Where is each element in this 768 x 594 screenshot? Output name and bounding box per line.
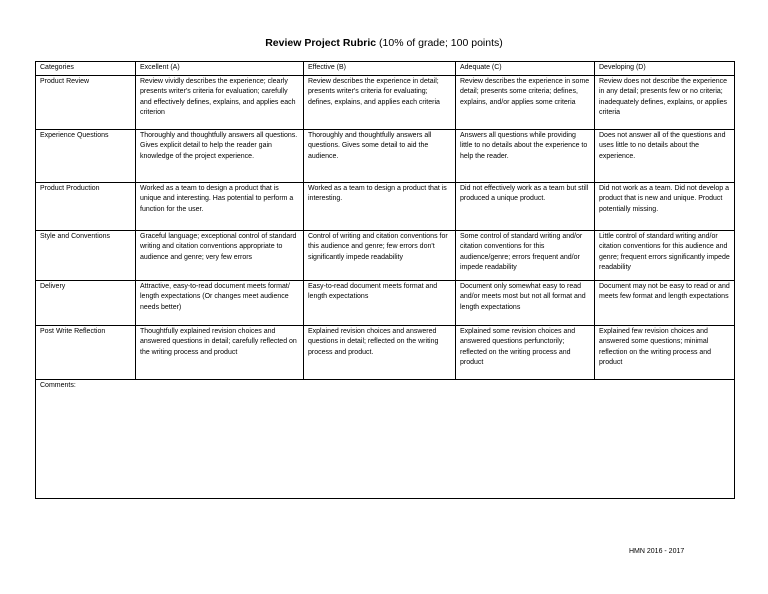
rubric-cell: Thoughtfully explained revision choices and answered questions in detail; carefully reflected on the writing process and product [136,325,304,379]
category-cell: Post Write Reflection [36,325,136,379]
table-row [36,129,735,182]
rubric-cell: Document may not be easy to read or and meets few format and length expectations [595,280,735,325]
rubric-cell: Review vividly describes the experience; clearly presents writer's criteria for evaluation; carefully and effectively defines, explains, and applies each criterion [136,75,304,129]
rubric-cell: Worked as a team to design a product that is unique and interesting. Has potential to perform a function for the user. [136,182,304,230]
footer-text: HMN 2016 - 2017 [629,548,685,555]
rubric-cell: Some control of standard writing and/or citation conventions for this audience/genre; errors frequent and/or impede readability [456,230,595,280]
rubric-cell: Did not effectively work as a team but still produced a unique product. [456,182,595,230]
table-header-row [36,62,735,76]
rubric-cell: Explained some revision choices and answered questions perfunctorily; reflected on the writing process and product [456,325,595,379]
rubric-cell: Control of writing and citation conventions for this audience and genre; few errors don't significantly impede readability [304,230,456,280]
rubric-cell: Graceful language; exceptional control of standard writing and citation conventions appropriate to audience and genre; very few errors [136,230,304,280]
table-row [36,230,735,280]
header-cell: Excellent (A) [136,62,304,76]
comments-label: Comments: [36,379,735,498]
rubric-cell: Thoroughly and thoughtfully answers all questions. Gives some detail to aid the audience. [304,129,456,182]
rubric-cell: Thoroughly and thoughtfully answers all questions. Gives explicit detail to help the reader gain knowledge of the project experience. [136,129,304,182]
rubric-cell: Did not work as a team. Did not develop a product that is new and unique. Product potentially missing. [595,182,735,230]
page-title [0,37,768,49]
header-cell: Adequate (C) [456,62,595,76]
title-sub: (10% of grade; 100 points) [379,37,503,49]
rubric-cell: Document only somewhat easy to read and/or meets most but not all format and length expectations [456,280,595,325]
header-cell: Effective (B) [304,62,456,76]
rubric-cell: Does not answer all of the questions and uses little to no details about the experience. [595,129,735,182]
rubric-cell: Worked as a team to design a product that is interesting. [304,182,456,230]
rubric-cell: Answers all questions while providing little to no details about the experience to help the reader. [456,129,595,182]
table-row [36,182,735,230]
rubric-cell: Explained revision choices and answered questions in detail; reflected on the writing process and product. [304,325,456,379]
table-row [36,75,735,129]
rubric-cell: Review describes the experience in some detail; presents some criteria; defines, explains, and/or applies some criteria [456,75,595,129]
rubric-cell: Little control of standard writing and/or citation conventions for this audience and genre; frequent errors significantly impede readability [595,230,735,280]
rubric-cell: Explained few revision choices and answered some questions; minimal reflection on the writing process and product [595,325,735,379]
rubric-cell: Review describes the experience in detail; presents writer's criteria for evaluating; defines, explains, and applies each criteria [304,75,456,129]
table-row [36,325,735,379]
rubric-cell: Easy-to-read document meets format and length expectations [304,280,456,325]
comments-row [36,379,735,498]
header-cell: Categories [36,62,136,76]
header-cell: Developing (D) [595,62,735,76]
category-cell: Style and Conventions [36,230,136,280]
table-row [36,280,735,325]
category-cell: Product Production [36,182,136,230]
category-cell: Product Review [36,75,136,129]
category-cell: Delivery [36,280,136,325]
rubric-cell: Review does not describe the experience in any detail; presents few or no criteria; inadequately defines, explains, or applies criteria [595,75,735,129]
category-cell: Experience Questions [36,129,136,182]
rubric-cell: Attractive, easy-to-read document meets format/ length expectations (Or changes meet audience needs better) [136,280,304,325]
rubric-table [35,61,735,499]
title-main: Review Project Rubric [265,37,377,49]
